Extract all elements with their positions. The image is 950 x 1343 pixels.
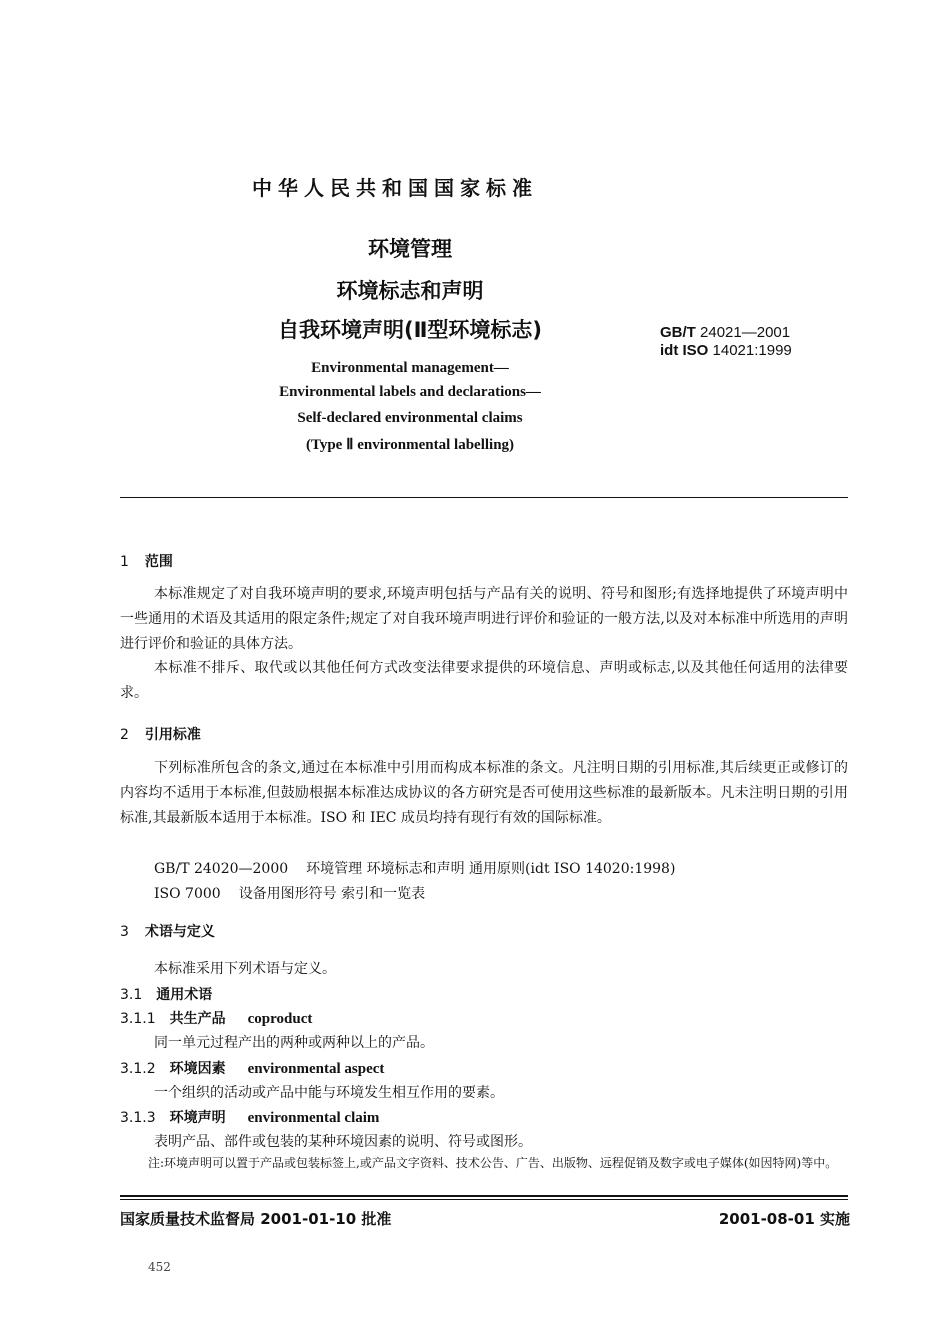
note-text: 注:环境声明可以置于产品或包装标签上,或产品文字资料、技术公告、广告、出版物、远程促销及数字或电子媒体(如因特网)等中。 — [148, 1156, 838, 1170]
section-2-number: 2 — [120, 727, 129, 743]
title-en-line-3: Self-declared environmental claims — [297, 410, 523, 426]
subsection-title: 通用术语 — [156, 987, 213, 1003]
title-en-line-2: Environmental labels and declarations— — [279, 384, 541, 400]
section-1-paragraph-1: 本标准规定了对自我环境声明的要求,环境声明包括与产品有关的说明、符号和图形;有选择地提供了环境声明中一些通用的术语及其适用的限定条件;规定了对自我环境声明进行评价和验证的一般方法,以及对本标准中所选用的声明进行评价和验证的具体方法。 — [120, 586, 848, 652]
title-en-line-4: (Type Ⅱ environmental labelling) — [305, 437, 515, 453]
term-number: 3.1.2 — [120, 1061, 156, 1077]
page-number: 452 — [148, 1260, 171, 1274]
term-definition: 表明产品、部件或包装的某种环境因素的说明、符号或图形。 — [154, 1134, 532, 1150]
reference-item — [154, 883, 443, 903]
footer-divider-thin — [120, 1199, 848, 1200]
section-2-title: 引用标准 — [144, 727, 201, 743]
section-1-paragraph-2: 本标准不排斥、取代或以其他任何方式改变法律要求提供的环境信息、声明或标志,以及其他任何适用的法律要求。 — [120, 660, 848, 701]
title-zh-line-2: 环境标志和声明 — [336, 279, 484, 303]
national-standard-heading: 中华人民共和国国家标准 — [252, 176, 538, 200]
term-definition: 一个组织的活动或产品中能与环境发生相互作用的要素。 — [154, 1085, 504, 1101]
term-zh: 环境因素 — [169, 1061, 226, 1077]
title-en-line-1: Environmental management— — [311, 360, 509, 376]
subsection-3-1-heading — [120, 984, 234, 1004]
section-3-heading — [120, 921, 215, 941]
reference-title: 设备用图形符号 索引和一览表 — [238, 886, 426, 902]
reference-item — [154, 858, 693, 878]
section-2-paragraph-1: 下列标准所包含的条文,通过在本标准中引用而构成本标准的条文。凡注明日期的引用标准,其后续更正或修订的内容均不适用于本标准,但鼓励根据本标准达成协议的各方研究是否可使用这些标准的最新版本。凡未注明日期的引用标准,其最新版本适用于本标准。ISO 和 IEC 成员均持有现行有效的国际标准。 — [120, 760, 848, 826]
title-zh-line-3: 自我环境声明(Ⅱ型环境标志) — [277, 318, 543, 342]
standard-number-value: 24021—2001 — [700, 324, 791, 341]
subsection-number: 3.1 — [120, 987, 143, 1003]
section-3-number: 3 — [120, 924, 129, 940]
footer-divider-thick — [120, 1195, 848, 1197]
term-definition: 同一单元过程产出的两种或两种以上的产品。 — [154, 1035, 434, 1051]
section-3-intro: 本标准采用下列术语与定义。 — [154, 961, 336, 977]
term-number: 3.1.3 — [120, 1110, 156, 1126]
term-en: environmental claim — [247, 1110, 380, 1126]
section-1-title: 范围 — [144, 554, 173, 570]
reference-code: ISO 7000 — [154, 886, 221, 902]
term-heading — [120, 1107, 379, 1127]
standard-number-prefix: GB/T — [660, 324, 696, 341]
section-1-heading — [120, 551, 173, 571]
standard-number — [660, 324, 790, 341]
term-zh: 环境声明 — [169, 1110, 226, 1126]
term-zh: 共生产品 — [169, 1011, 226, 1027]
term-number: 3.1.1 — [120, 1011, 156, 1027]
term-heading — [120, 1058, 384, 1078]
section-2-heading — [120, 724, 201, 744]
idt-prefix: idt ISO — [660, 342, 709, 359]
section-1-number: 1 — [120, 554, 129, 570]
term-heading — [120, 1008, 312, 1028]
section-3-title: 术语与定义 — [144, 924, 215, 940]
term-en: environmental aspect — [247, 1061, 385, 1077]
idt-number: 14021:1999 — [712, 342, 792, 359]
reference-code: GB/T 24020—2000 — [154, 861, 289, 877]
approval-statement: 国家质量技术监督局 2001-01-10 批准 — [120, 1210, 392, 1228]
idt-reference — [660, 342, 792, 359]
term-en: coproduct — [247, 1011, 313, 1027]
header-divider — [120, 497, 848, 498]
reference-title: 环境管理 环境标志和声明 通用原则(idt ISO 14020:1998) — [306, 861, 676, 877]
effective-date: 2001-08-01 实施 — [718, 1210, 850, 1228]
title-zh-line-1: 环境管理 — [368, 237, 452, 261]
